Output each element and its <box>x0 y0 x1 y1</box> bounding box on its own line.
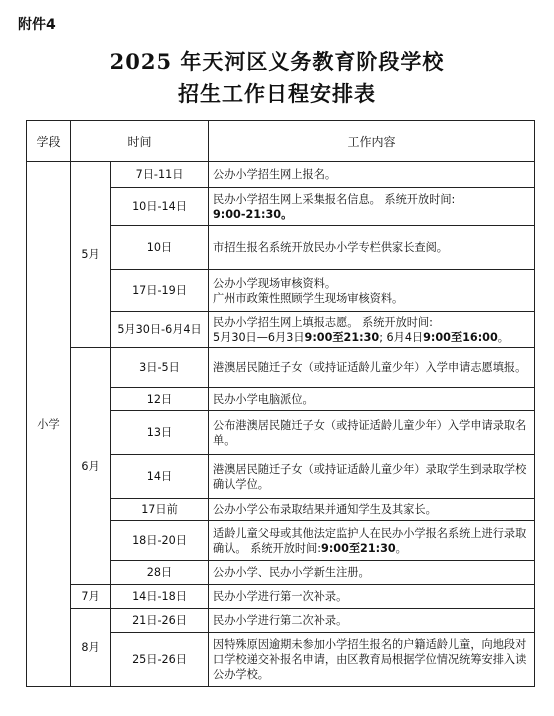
date-cell: 17日-19日 <box>111 270 209 312</box>
date-cell: 21日-26日 <box>111 609 209 633</box>
content-cell <box>209 188 535 226</box>
header-content: 工作内容 <box>209 121 535 162</box>
page-subtitle: 招生工作日程安排表 <box>178 81 376 106</box>
content-text: 适龄儿童父母或其他法定监护人在民办小学报名系统上进行录取确认。 系统开放时间: <box>213 526 527 555</box>
table-row <box>27 348 535 388</box>
month-cell-august: 8月 <box>71 609 111 687</box>
date-cell: 14日-18日 <box>111 585 209 609</box>
date-cell: 12日 <box>111 388 209 411</box>
content-cell: 因特殊原因逾期未参加小学招生报名的户籍适龄儿童，向地段对口学校递交补报名申请，由区教育局根据学位情况统筹安排入读公办学校。 <box>209 633 535 687</box>
content-end: 。 <box>497 330 509 344</box>
month-cell-june: 6月 <box>71 348 111 585</box>
content-cell: 民办小学进行第一次补录。 <box>209 585 535 609</box>
content-cell: 市招生报名系统开放民办小学专栏供家长查阅。 <box>209 226 535 270</box>
content-cell: 港澳居民随迁子女（或持证适龄儿童少年）录取学生到录取学校确认学位。 <box>209 455 535 499</box>
page-title: 2025 年天河区义务教育阶段学校 <box>109 49 445 74</box>
month-cell-may: 5月 <box>71 162 111 348</box>
date-cell: 7日-11日 <box>111 162 209 188</box>
schedule-table <box>26 120 535 687</box>
table-row <box>27 585 535 609</box>
table-header-row <box>27 121 535 162</box>
date-cell: 14日 <box>111 455 209 499</box>
date-cell: 10日 <box>111 226 209 270</box>
date-cell: 17日前 <box>111 499 209 521</box>
date-cell: 13日 <box>111 411 209 455</box>
content-cell: 港澳居民随迁子女（或持证适龄儿童少年）入学申请志愿填报。 <box>209 348 535 388</box>
date-cell: 25日-26日 <box>111 633 209 687</box>
content-cell: 公办小学公布录取结果并通知学生及其家长。 <box>209 499 535 521</box>
header-stage: 学段 <box>27 121 71 162</box>
date-cell: 5月30日-6月4日 <box>111 312 209 348</box>
content-sep: ; 6月4日 <box>379 330 424 344</box>
header-time: 时间 <box>71 121 209 162</box>
date-cell: 28日 <box>111 561 209 585</box>
date-cell: 10日-14日 <box>111 188 209 226</box>
content-cell: 民办小学进行第二次补录。 <box>209 609 535 633</box>
stage-cell: 小学 <box>27 162 71 687</box>
content-range-a: 5月30日—6月3日 <box>213 330 305 344</box>
content-cell <box>209 312 535 348</box>
date-cell: 18日-20日 <box>111 521 209 561</box>
content-time: 9:00至21:30 <box>321 541 396 555</box>
content-cell <box>209 521 535 561</box>
table-row <box>27 162 535 188</box>
content-cell: 公布港澳居民随迁子女（或持证适龄儿童少年）入学申请录取名单。 <box>209 411 535 455</box>
content-time: 9:00-21:30。 <box>213 207 293 221</box>
content-time-b: 9:00至16:00 <box>423 330 498 344</box>
content-cell <box>209 270 535 312</box>
date-cell: 3日-5日 <box>111 348 209 388</box>
content-time-a: 9:00至21:30 <box>304 330 380 344</box>
content-text: 民办小学招生网上填报志愿。 系统开放时间: <box>213 315 433 329</box>
content-cell: 民办小学电脑派位。 <box>209 388 535 411</box>
content-text: 民办小学招生网上采集报名信息。 系统开放时间: <box>213 192 456 206</box>
content-cell: 公办小学招生网上报名。 <box>209 162 535 188</box>
content-text: 公办小学现场审核资料。 <box>213 276 337 290</box>
month-cell-july: 7月 <box>71 585 111 609</box>
content-cell: 公办小学、民办小学新生注册。 <box>209 561 535 585</box>
content-end: 。 <box>395 541 407 555</box>
content-text-2: 广州市政策性照顾学生现场审核资料。 <box>213 291 404 305</box>
attachment-label: 附件4 <box>18 17 56 33</box>
table-row <box>27 609 535 633</box>
